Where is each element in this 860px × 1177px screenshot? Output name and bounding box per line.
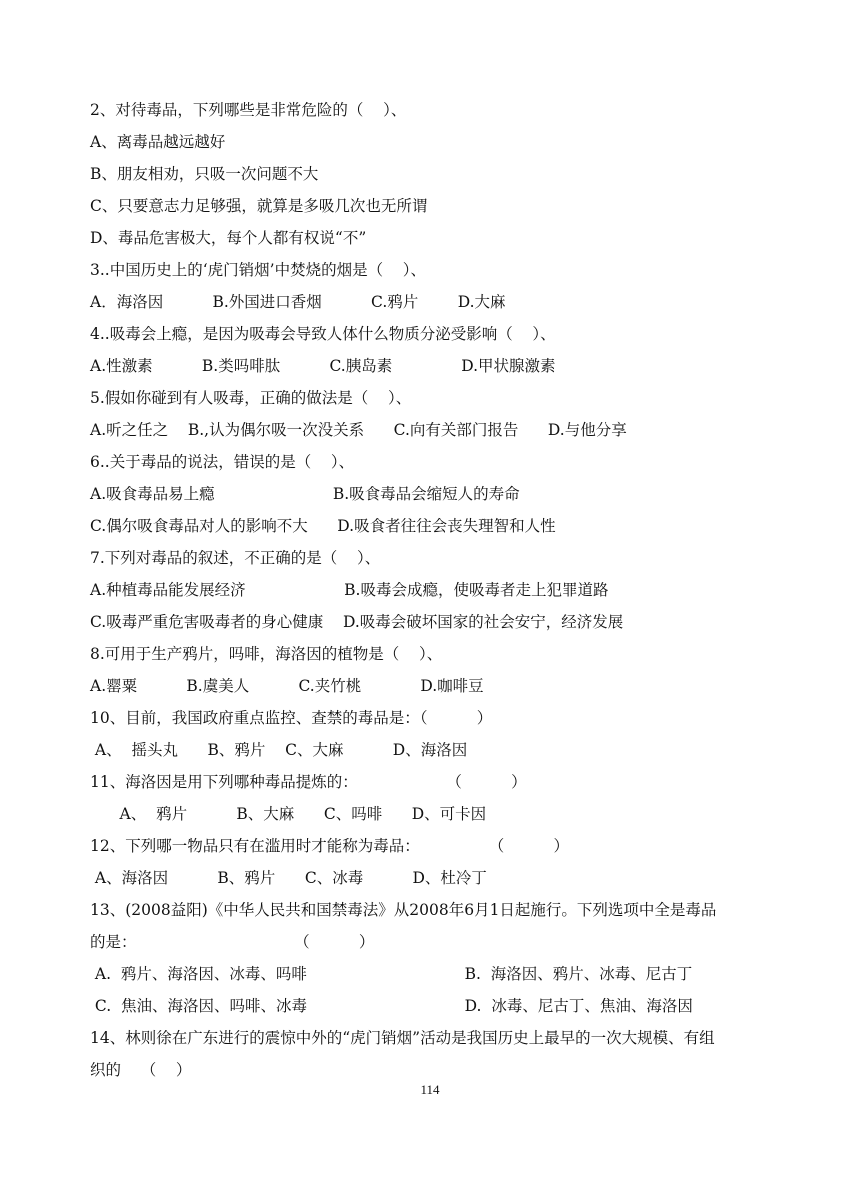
question-13-line2: 的是： （ ） [90,933,375,951]
question-14-line2: 织的 （ ） [90,1061,192,1079]
options-5: A.听之任之 B.,认为偶尔吸一次没关系 C.向有关部门报告 D.与他分享 [90,421,627,439]
options-13-ab: A. 鸦片、海洛因、冰毒、吗啡 B. 海洛因、鸦片、冰毒、尼古丁 [90,965,693,983]
options-10: A、 摇头丸 B、鸦片 C、大麻 D、海洛因 [90,741,468,759]
question-10: 10、目前，我国政府重点监控、查禁的毒品是：（ ） [90,709,493,727]
option-2c: C、只要意志力足够强，就算是多吸几次也无所谓 [90,197,428,215]
option-2a: A、离毒品越远越好 [90,133,226,151]
question-4: 4..吸毒会上瘾，是因为吸毒会导致人体什么物质分泌受影响（ ）、 [90,325,556,343]
options-3: A．海洛因 B.外国进口香烟 C.鸦片 D.大麻 [90,293,506,311]
question-8: 8.可用于生产鸦片，吗啡，海洛因的植物是（ ）、 [90,645,443,663]
question-11: 11、海洛因是用下列哪种毒品提炼的： （ ） [90,773,527,791]
options-7-ab: A.种植毒品能发展经济 B.吸毒会成瘾，使吸毒者走上犯罪道路 [90,581,609,599]
options-8: A.罂粟 B.虞美人 C.夹竹桃 D.咖啡豆 [90,677,484,695]
question-3: 3..中国历史上的‘虎门销烟’中焚烧的烟是（ ）、 [90,261,427,279]
options-4: A.性激素 B.类吗啡肽 C.胰岛素 D.甲状腺激素 [90,357,556,375]
question-7: 7.下列对毒品的叙述，不正确的是（ ）、 [90,549,381,567]
option-2b: B、朋友相劝，只吸一次问题不大 [90,165,319,183]
options-11: A、 鸦片 B、大麻 C、吗啡 D、可卡因 [90,805,487,823]
question-5: 5.假如你碰到有人吸毒，正确的做法是（ ）、 [90,389,412,407]
options-6-cd: C.偶尔吸食毒品对人的影响不大 D.吸食者往往会丧失理智和人性 [90,517,556,535]
option-2d: D、毒品危害极大，每个人都有权说“不” [90,229,367,247]
question-14-line1: 14、林则徐在广东进行的震惊中外的“虎门销烟”活动是我国历史上最早的一次大规模、有组 [90,1029,715,1047]
question-13-line1: 13、(2008益阳)《中华人民共和国禁毒法》从2008年6月1日起施行。下列选项中全是毒品 [90,901,717,919]
options-6-ab: A.吸食毒品易上瘾 B.吸食毒品会缩短人的寿命 [90,485,520,503]
options-12: A、海洛因 B、鸦片 C、冰毒 D、杜冷丁 [90,869,487,887]
options-7-cd: C.吸毒严重危害吸毒者的身心健康 D.吸毒会破坏国家的社会安宁，经济发展 [90,613,624,631]
page-number: 114 [420,1082,440,1097]
question-2: 2、对待毒品，下列哪些是非常危险的（ ）、 [90,101,407,119]
question-12: 12、下列哪一物品只有在滥用时才能称为毒品： （ ） [90,837,569,855]
question-6: 6..关于毒品的说法，错误的是（ ）、 [90,453,355,471]
options-13-cd: C. 焦油、海洛因、吗啡、冰毒 D. 冰毒、尼古丁、焦油、海洛因 [90,997,693,1015]
